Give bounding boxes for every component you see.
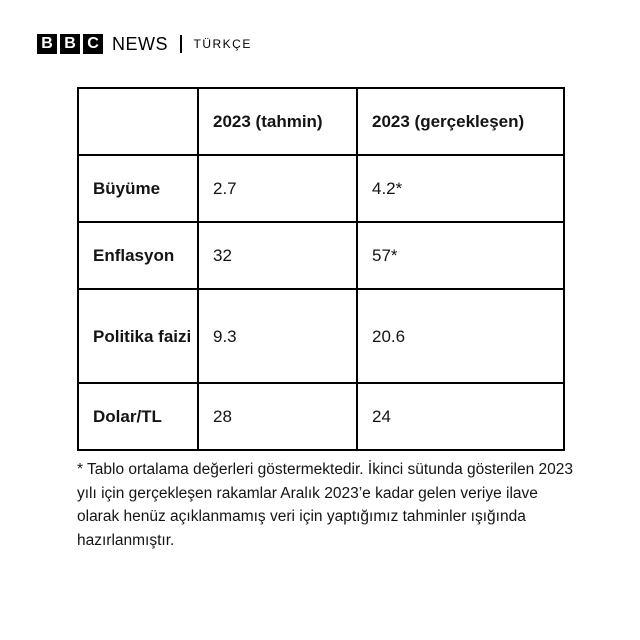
cell-growth-actual: 4.2* [357, 155, 564, 222]
table-row [78, 155, 564, 222]
row-label-policy-rate: Politika faizi [78, 289, 198, 383]
brand-divider [180, 35, 182, 53]
language-label: TÜRKÇE [193, 37, 252, 51]
header-cell-empty [78, 88, 198, 155]
bbc-news-turkce-logo [37, 33, 252, 55]
row-label-inflation: Enflasyon [78, 222, 198, 289]
table-row [78, 289, 564, 383]
cell-growth-estimate: 2.7 [198, 155, 357, 222]
bbc-logo-letter-b2: B [60, 34, 80, 54]
cell-policy-rate-actual: 20.6 [357, 289, 564, 383]
table-footnote: * Tablo ortalama değerleri göstermektedir. İkinci sütunda gösterilen 2023 yılı için gerçekleşen rakamlar Aralık 2023’e kadar gelen veriye ilave olarak henüz açıklanmamış veri için yaptığımız tahminler ışığında hazırlanmıştır. [77, 461, 573, 549]
bbc-logo-letter-b1: B [37, 34, 57, 54]
header-cell-estimate: 2023 (tahmin) [198, 88, 357, 155]
bbc-logo-letter-c: C [83, 34, 103, 54]
news-wordmark: NEWS [112, 34, 168, 54]
table-row [78, 383, 564, 450]
cell-inflation-actual: 57* [357, 222, 564, 289]
bbc-logo-blocks [37, 34, 103, 54]
table-header-row [78, 88, 564, 155]
row-label-usd-try: Dolar/TL [78, 383, 198, 450]
forecast-vs-actual-table [77, 87, 565, 451]
table-row [78, 222, 564, 289]
cell-usd-try-actual: 24 [357, 383, 564, 450]
header-cell-actual: 2023 (gerçekleşen) [357, 88, 564, 155]
cell-inflation-estimate: 32 [198, 222, 357, 289]
cell-usd-try-estimate: 28 [198, 383, 357, 450]
row-label-growth: Büyüme [78, 155, 198, 222]
cell-policy-rate-estimate: 9.3 [198, 289, 357, 383]
